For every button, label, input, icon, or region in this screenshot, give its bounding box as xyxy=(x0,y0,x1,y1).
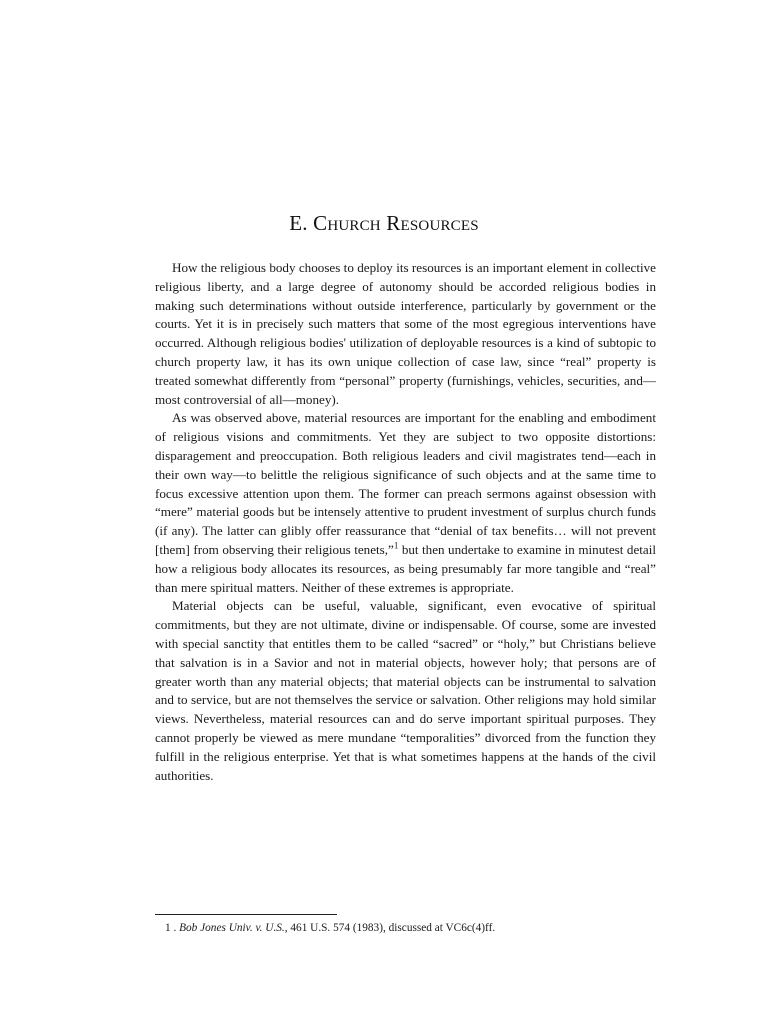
footnote-number: 1 . xyxy=(165,922,177,934)
paragraph-1: How the religious body chooses to deploy its resources is an important element in collective religious liberty, and a large degree of autonomy should be accorded religious bodies in making such determinations without outside interference, particularly by government or the courts. Yet it is in precisely such matters that some of the most egregious interventions have occurred. Although religious bodies' utilization of deployable resources is a kind of subtopic to church property law, it has its own unique collection of case law, since “real” property is treated somewhat differently from “personal” property (furnishings, vehicles, securities, and—most controversial of all—money). xyxy=(155,260,656,407)
section-title: E. Church Resources xyxy=(289,211,479,235)
paragraph-2 xyxy=(155,409,656,597)
body-text xyxy=(155,259,656,785)
paragraph-2-part-2: but then undertake to examine in minutest detail how a religious body allocates its resources, as being presumably far more tangible and “real” than mere spiritual matters. Neither of these extremes is appropriate. xyxy=(155,541,656,595)
footnote-divider xyxy=(155,914,337,915)
footnote xyxy=(165,921,655,936)
paragraph-3: Material objects can be useful, valuable, significant, even evocative of spiritual commitments, but they are not ultimate, divine or indispensable. Of course, some are invested with special sanctity that entitles them to be called “sacred” or “holy,” but Christians believe that salvation is in a Savior and not in material objects, however holy; that persons are of greater worth than any material objects; that material objects can be instrumental to salvation and to service, but are not themselves the service or salvation. Other religions may hold similar views. Nevertheless, material resources can and do serve important spiritual purposes. They cannot properly be viewed as mere mundane “temporalities” divorced from the function they fulfill in the religious enterprise. Yet that is what sometimes happens at the hands of the civil authorities. xyxy=(155,598,656,783)
paragraph-2-part-1: As was observed above, material resources are important for the enabling and embodiment of religious visions and commitments. Yet they are subject to two opposite distortions: disparagement and preoccupation. Both religious leaders and civil magistrates tend—each in their own way—to belittle the religious significance of such objects and at the same time to focus excessive attention upon them. The former can preach sermons against obsession with “mere” material goods but be intensely attentive to prudent investment of surplus church funds (if any). The latter can glibly offer reassurance that “denial of tax benefits… will not prevent [them] from observing their religious tenets,” xyxy=(155,410,656,557)
footnote-marker: 1 xyxy=(393,540,399,551)
footnote-citation: , 461 U.S. 574 (1983), discussed at VC6c(4)ff. xyxy=(284,922,496,934)
footnote-case-name: Bob Jones Univ. v. U.S. xyxy=(179,922,285,934)
